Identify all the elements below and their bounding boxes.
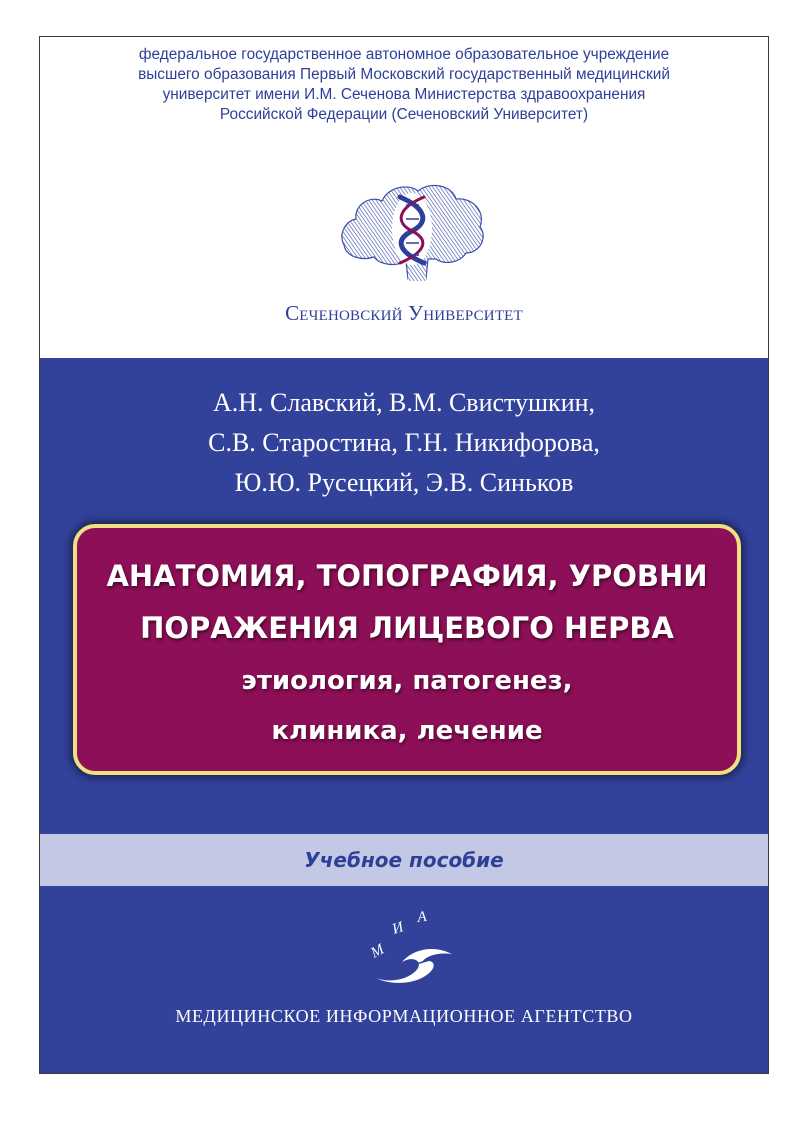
tree-dna-icon	[336, 175, 488, 283]
mia-publisher-logo	[356, 904, 458, 986]
institution-line: высшего образования Первый Московский государственный медицинский	[138, 66, 670, 83]
publisher-name: МЕДИЦИНСКОЕ ИНФОРМАЦИОННОЕ АГЕНТСТВО	[175, 1006, 633, 1026]
title-line: ПОРАЖЕНИЯ ЛИЦЕВОГО НЕРВА	[140, 611, 674, 645]
title-box	[73, 524, 741, 775]
book-cover	[39, 36, 769, 1074]
svg-text:М: М	[368, 941, 387, 962]
institution-line: университет имени И.М. Сеченова Министерства здравоохранения	[162, 86, 646, 103]
author-line: С.В. Старостина, Г.Н. Никифорова,	[208, 428, 600, 457]
genre-label: Учебное пособие	[304, 848, 504, 872]
blue-panel	[40, 358, 768, 1074]
svg-text:И: И	[390, 919, 406, 938]
institution-line: федеральное государственное автономное образовательное учреждение	[138, 46, 670, 63]
book-subtitle	[77, 656, 737, 756]
authors	[40, 383, 768, 503]
institution-name	[40, 45, 768, 125]
author-line: Ю.Ю. Русецкий, Э.В. Синьков	[234, 468, 574, 497]
subtitle-line: клиника, лечение	[271, 716, 543, 746]
author-line: А.Н. Славский, В.М. Свистушкин,	[212, 388, 596, 417]
subtitle-line: этиология, патогенез,	[241, 666, 573, 696]
title-line: АНАТОМИЯ, ТОПОГРАФИЯ, УРОВНИ	[106, 559, 708, 593]
institution-line: Российской Федерации (Сеченовский Университет)	[219, 106, 589, 123]
book-title	[77, 550, 737, 654]
svg-text:А: А	[416, 908, 428, 926]
genre-band	[40, 834, 768, 886]
university-name: Сеченовский Университет	[285, 301, 523, 325]
